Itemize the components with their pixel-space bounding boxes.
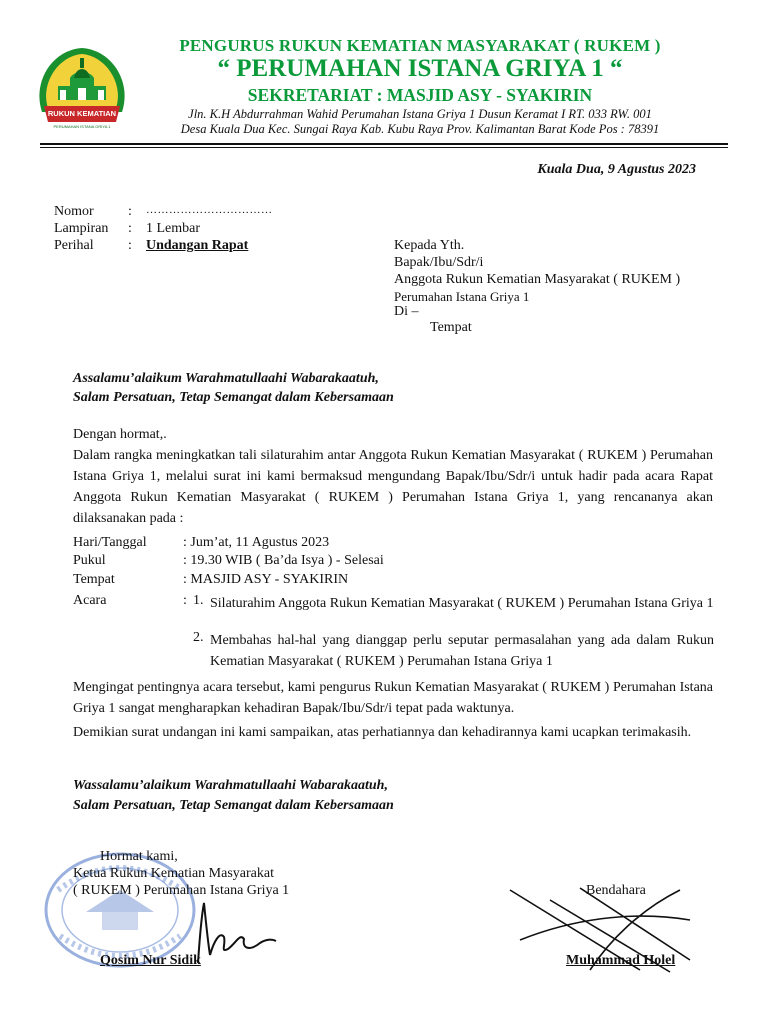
meta-label-perihal: Perihal xyxy=(54,238,94,253)
greeting-line: Assalamu’alaikum Warahmatullaahi Wabarakaatuh, xyxy=(73,371,379,386)
paragraph-expectation: Mengingat pentingnya acara tersebut, kami pengurus Rukun Kematian Masyarakat ( RUKEM ) Perumahan Istana Griya 1 sangat mengharapkan kehadiran Bapak/Ibu/Sdr/i tepat pada waktunya. xyxy=(73,680,713,716)
svg-text:PERUMAHAN ISTANA GRIYA 1: PERUMAHAN ISTANA GRIYA 1 xyxy=(53,124,111,129)
meta-label-lampiran: Lampiran xyxy=(54,221,109,236)
housing-name: “ PERUMAHAN ISTANA GRIYA 1 “ xyxy=(217,55,623,82)
letter-date: Kuala Dua, 9 Agustus 2023 xyxy=(537,162,696,177)
svg-text:RUKUN KEMATIAN: RUKUN KEMATIAN xyxy=(47,109,117,118)
opening: Dengan hormat,. xyxy=(73,427,167,442)
meta-value-lampiran: 1 Lembar xyxy=(146,221,201,236)
greeting-line: Salam Persatuan, Tetap Semangat dalam Kebersamaan xyxy=(73,390,394,405)
address-line-1: Jln. K.H Abdurrahman Wahid Perumahan Istana Griya 1 Dusun Keramat I RT. 033 RW. 001 xyxy=(188,107,652,121)
header-rule-thin xyxy=(40,147,728,148)
closing-line: Wassalamu’alaikum Warahmatullaahi Wabarakaatuh, xyxy=(73,778,388,793)
recipient-line: Kepada Yth. xyxy=(394,238,465,253)
meta-colon: : xyxy=(128,238,132,253)
detail-label: Tempat xyxy=(73,572,115,587)
agenda-number: 1. xyxy=(193,593,204,608)
detail-value: : 19.30 WIB ( Ba’da Isya ) - Selesai xyxy=(183,553,384,568)
meta-label-nomor: Nomor xyxy=(54,204,94,219)
paragraph-closing: Demikian surat undangan ini kami sampaikan, atas perhatiannya dan kehadirannya kami ucapkan terimakasih. xyxy=(73,725,692,740)
chair-name: Qosim Nur Sidik xyxy=(100,953,201,968)
recipient-line: Di – xyxy=(394,304,419,319)
meta-value-perihal: Undangan Rapat xyxy=(146,238,249,253)
detail-label: Hari/Tanggal xyxy=(73,535,147,550)
closing-line: Salam Persatuan, Tetap Semangat dalam Kebersamaan xyxy=(73,798,394,813)
detail-value: : xyxy=(183,593,187,608)
chair-title: ( RUKEM ) Perumahan Istana Griya 1 xyxy=(73,883,290,898)
chair-title: Ketua Rukun Kematian Masyarakat xyxy=(73,866,274,881)
meta-colon: : xyxy=(128,221,132,236)
detail-label: Pukul xyxy=(73,553,106,568)
secretariat: SEKRETARIAT : MASJID ASY - SYAKIRIN xyxy=(247,85,593,105)
meta-colon: : xyxy=(128,204,132,219)
meta-value-nomor: …………………………… xyxy=(146,204,273,216)
address-line-2: Desa Kuala Dua Kec. Sungai Raya Kab. Kubu Raya Prov. Kalimantan Barat Kode Pos : 78391 xyxy=(180,122,660,136)
header-rule-thick xyxy=(40,143,728,145)
org-name: PENGURUS RUKUN KEMATIAN MASYARAKAT ( RUKEM ) xyxy=(179,36,661,55)
regards: Hormat kami, xyxy=(100,849,178,864)
paragraph-invitation: Dalam rangka meningkatkan tali silaturahim antar Anggota Rukun Kematian Masyarakat ( RUKEM ) Perumahan Istana Griya 1, melalui surat ini kami bermaksud mengundang Bapak/Ibu/Sdr/i untuk hadir pada acara Rapat Anggota Rukun Kematian Masyarakat ( RUKEM ) Perumahan Istana Griya 1, yang rencananya akan dilaksanakan pada : xyxy=(73,448,713,526)
treasurer-name: Muhammad Holel xyxy=(566,953,676,968)
agenda-number: 2. xyxy=(193,630,204,645)
recipient-line: Anggota Rukun Kematian Masyarakat ( RUKEM ) xyxy=(394,272,681,287)
recipient-line: Tempat xyxy=(430,320,472,335)
recipient-line: Perumahan Istana Griya 1 xyxy=(394,289,530,304)
treasurer-title: Bendahara xyxy=(586,883,646,898)
recipient-line: Bapak/Ibu/Sdr/i xyxy=(394,255,484,270)
detail-label: Acara xyxy=(73,593,107,608)
agenda-item: Silaturahim Anggota Rukun Kematian Masyarakat ( RUKEM ) Perumahan Istana Griya 1 xyxy=(210,596,714,611)
detail-value: : Jum’at, 11 Agustus 2023 xyxy=(183,535,330,550)
detail-value: : MASJID ASY - SYAKIRIN xyxy=(183,572,349,587)
agenda-item: Membahas hal-hal yang dianggap perlu seputar permasalahan yang ada dalam Rukun Kematian Masyarakat ( RUKEM ) Perumahan Istana Griya 1 xyxy=(210,633,714,669)
rukem-logo xyxy=(32,42,132,134)
